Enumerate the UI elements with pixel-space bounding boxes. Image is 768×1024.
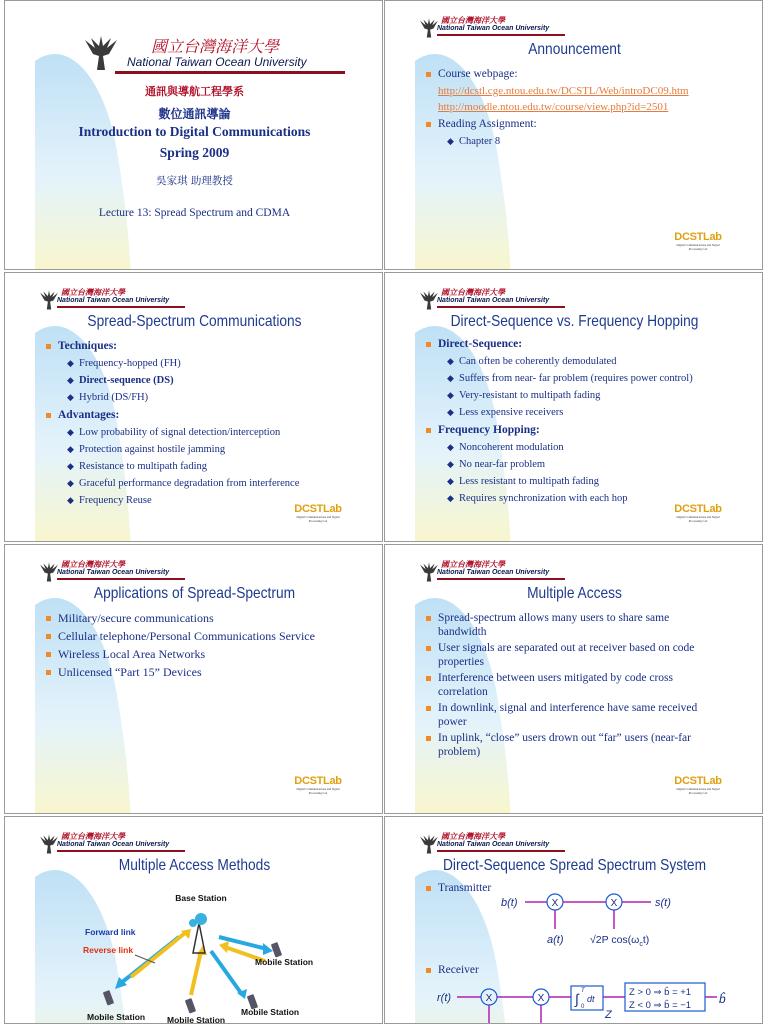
slide-3 bbox=[4, 272, 383, 542]
university-bird-logo bbox=[39, 287, 59, 313]
header-univ-en: National Taiwan Ocean University bbox=[57, 297, 170, 304]
sub-bullet: ◆ Protection against hostile jamming bbox=[43, 443, 374, 456]
slide-title: Applications of Spread-Spectrum bbox=[93, 585, 296, 602]
slide-5 bbox=[4, 544, 383, 814]
sub-bullet: ◆ Graceful performance degradation from interference bbox=[43, 477, 374, 490]
header-univ-en: National Taiwan Ocean University bbox=[437, 297, 550, 304]
sub-bullet: ◆ Direct-sequence (DS) bbox=[43, 374, 374, 387]
header-rule bbox=[115, 71, 345, 74]
slide-title: Announcement bbox=[528, 41, 621, 58]
lecture-title: Lecture 13: Spread Spectrum and CDMA bbox=[98, 207, 291, 219]
b-hat-label: b̂ bbox=[719, 992, 726, 1006]
bullet-transmitter: Transmitter bbox=[423, 881, 754, 895]
reverse-link-label: Reverse link bbox=[83, 945, 134, 955]
slide-content bbox=[43, 339, 374, 511]
sub-bullet: ◆ Frequency-hopped (FH) bbox=[43, 357, 374, 370]
university-bird-logo bbox=[419, 15, 439, 41]
bullet: Interference between users mitigated by code cross correlation bbox=[423, 671, 712, 699]
reverse-link-arrow-left bbox=[131, 933, 185, 977]
reverse-link-arrow-mid bbox=[191, 951, 201, 995]
header-rule bbox=[57, 578, 185, 580]
bullet-direct-sequence: Direct-Sequence: bbox=[423, 337, 754, 351]
header-univ-en: National Taiwan Ocean University bbox=[437, 569, 550, 576]
header-rule bbox=[57, 306, 185, 308]
forward-link-label: Forward link bbox=[85, 927, 136, 937]
header-univ-cn: 國立台灣海洋大學 bbox=[441, 832, 505, 841]
sub-bullet: ◆ Hybrid (DS/FH) bbox=[43, 391, 374, 404]
r-t-label: r(t) bbox=[437, 992, 452, 1004]
slide-2 bbox=[384, 0, 763, 270]
bullet: Spread-spectrum allows many users to share same bandwidth bbox=[423, 611, 712, 639]
university-bird-logo bbox=[39, 559, 59, 585]
slide-8 bbox=[384, 816, 763, 1024]
mobile-station-label: Mobile Station bbox=[255, 957, 314, 967]
slide-title: Spread-Spectrum Communications bbox=[87, 313, 302, 330]
course-webpage-link[interactable]: http://dcstl.cge.ntou.edu.tw/DCSTL/Web/introDC09.htm bbox=[438, 85, 689, 97]
integral-dt: dt bbox=[587, 994, 595, 1004]
b-t-label: b(t) bbox=[501, 897, 518, 909]
s-t-label: s(t) bbox=[655, 897, 671, 909]
sub-bullet: ◆ Low probability of signal detection/interception bbox=[43, 426, 374, 439]
mobile-station-label: Mobile Station bbox=[167, 1015, 226, 1024]
sub-bullet: ◆ No near-far problem bbox=[423, 458, 754, 471]
slide-7 bbox=[4, 816, 383, 1024]
z-label: Z bbox=[605, 1009, 612, 1021]
header-univ-cn: 國立台灣海洋大學 bbox=[61, 560, 125, 569]
sub-bullet: ◆ Less expensive receivers bbox=[423, 406, 754, 419]
slide-content bbox=[423, 337, 754, 509]
header-univ-en: National Taiwan Ocean University bbox=[57, 841, 170, 848]
dcstlab-logo: DCSTLab Digital Communications and Signal Processing Lab bbox=[294, 503, 342, 523]
sub-bullet: ◆ Suffers from near- far problem (requires power control) bbox=[423, 372, 754, 385]
mobile-station-label: Mobile Station bbox=[87, 1012, 146, 1022]
semester: Spring 2009 bbox=[159, 145, 230, 160]
decision-rule-negative: Z < 0 ⇒ b̂ = −1 bbox=[629, 1000, 692, 1011]
dcstlab-logo: DCSTLab Digital Communications and Signal Processing Lab bbox=[674, 503, 722, 523]
university-bird-logo bbox=[39, 831, 59, 857]
header-univ-en: National Taiwan Ocean University bbox=[437, 25, 550, 32]
multiplier-label: X bbox=[551, 898, 559, 909]
header-univ-cn: 國立台灣海洋大學 bbox=[441, 288, 505, 297]
university-name-cn: 國立台灣海洋大學 bbox=[151, 37, 280, 56]
slide-title: Multiple Access bbox=[527, 585, 622, 602]
mobile-phone-icon bbox=[271, 942, 282, 958]
university-bird-logo bbox=[419, 287, 439, 313]
sub-bullet: ◆ Noncoherent modulation bbox=[423, 441, 754, 454]
moodle-link[interactable]: http://moodle.ntou.edu.tw/course/view.php?id=2501 bbox=[438, 101, 669, 113]
bullet-reading-assignment: Reading Assignment: bbox=[423, 117, 754, 131]
forward-link-arrow-right-low bbox=[211, 951, 241, 993]
header-rule bbox=[437, 578, 565, 580]
multiplier-label: X bbox=[610, 898, 618, 909]
mobile-phone-icon bbox=[185, 998, 196, 1014]
dcstlab-logo: DCSTLab Digital Communications and Signal Processing Lab bbox=[674, 775, 722, 795]
sub-bullet: ◆ Less resistant to multipath fading bbox=[423, 475, 754, 488]
dcstlab-logo: DCSTLab Digital Communications and Signal Processing Lab bbox=[674, 231, 722, 251]
header-univ-cn: 國立台灣海洋大學 bbox=[441, 16, 505, 25]
instructor: 吳家琪 助理教授 bbox=[156, 175, 233, 187]
slide-content bbox=[423, 67, 754, 152]
sub-bullet: ◆ Requires synchronization with each hop bbox=[423, 492, 754, 505]
sub-bullet: ◆ Can often be coherently demodulated bbox=[423, 355, 754, 368]
slide-content bbox=[43, 611, 374, 683]
slide-title: Direct-Sequence Spread Spectrum System bbox=[442, 857, 707, 874]
integral-lower: 0 bbox=[581, 1004, 585, 1010]
slide-title: Direct-Sequence vs. Frequency Hopping bbox=[450, 313, 699, 330]
sub-bullet-chapter: ◆ Chapter 8 bbox=[423, 135, 754, 148]
a-t-label: a(t) bbox=[547, 934, 564, 946]
header-rule bbox=[437, 34, 565, 36]
bullet: Wireless Local Area Networks bbox=[43, 647, 374, 661]
bullet: User signals are separated out at receiver based on code properties bbox=[423, 641, 712, 669]
course-title-en: Introduction to Digital Communications bbox=[78, 124, 311, 139]
mobile-phone-icon bbox=[103, 990, 114, 1006]
bullet: Military/secure communications bbox=[43, 611, 374, 625]
bullet-advantages: Advantages: bbox=[43, 408, 374, 422]
header-rule bbox=[57, 850, 185, 852]
multiplier-label: X bbox=[537, 993, 545, 1004]
carrier-label: √2P $\cos(\omega_ct)$ bbox=[590, 934, 650, 948]
multiple-access-diagram bbox=[5, 877, 383, 1024]
slide-1 bbox=[4, 0, 383, 270]
bullet: In downlink, signal and interference have same received power bbox=[423, 701, 712, 729]
slide-4 bbox=[384, 272, 763, 542]
university-bird-logo bbox=[419, 559, 439, 585]
university-bird-logo bbox=[83, 34, 119, 72]
ds-system-diagram bbox=[385, 817, 763, 1024]
header-rule bbox=[437, 306, 565, 308]
decision-rule-positive: Z > 0 ⇒ b̂ = +1 bbox=[629, 987, 692, 998]
bullet: Cellular telephone/Personal Communications Service bbox=[43, 629, 374, 643]
course-title-cn: 數位通訊導論 bbox=[158, 107, 231, 121]
slide-title: Multiple Access Methods bbox=[118, 857, 271, 874]
header-univ-cn: 國立台灣海洋大學 bbox=[61, 832, 125, 841]
base-station-tower bbox=[189, 913, 207, 953]
integral-sign: ∫ bbox=[575, 991, 579, 1007]
bullet-frequency-hopping: Frequency Hopping: bbox=[423, 423, 754, 437]
sub-bullet: ◆ Very-resistant to multipath fading bbox=[423, 389, 754, 402]
header-univ-en: National Taiwan Ocean University bbox=[57, 569, 170, 576]
header-univ-cn: 國立台灣海洋大學 bbox=[61, 288, 125, 297]
slide-content bbox=[423, 611, 712, 761]
mobile-station-label: Mobile Station bbox=[241, 1007, 300, 1017]
header-univ-en: National Taiwan Ocean University bbox=[437, 841, 550, 848]
bullet-receiver: Receiver bbox=[423, 963, 754, 977]
bullet: In uplink, “close” users drown out “far” users (near-far problem) bbox=[423, 731, 712, 759]
university-name-en: National Taiwan Ocean University bbox=[127, 55, 307, 69]
bullet: Unlicensed “Part 15” Devices bbox=[43, 665, 374, 679]
bullet-course-webpage: Course webpage: bbox=[423, 67, 754, 81]
bullet-techniques: Techniques: bbox=[43, 339, 374, 353]
link-arrows bbox=[115, 929, 273, 999]
multiplier-label: X bbox=[485, 993, 493, 1004]
header-univ-cn: 國立台灣海洋大學 bbox=[441, 560, 505, 569]
sub-bullet: ◆ Resistance to multipath fading bbox=[43, 460, 374, 473]
department-name: 通訊與導航工程學系 bbox=[145, 85, 244, 98]
dcstlab-logo: DCSTLab Digital Communications and Signal Processing Lab bbox=[294, 775, 342, 795]
handout-page bbox=[4, 0, 764, 1024]
integral-upper: T bbox=[581, 988, 585, 994]
slide-6 bbox=[384, 544, 763, 814]
sub-bullet: ◆ Frequency Reuse bbox=[43, 494, 374, 507]
base-station-label: Base Station bbox=[175, 893, 227, 903]
